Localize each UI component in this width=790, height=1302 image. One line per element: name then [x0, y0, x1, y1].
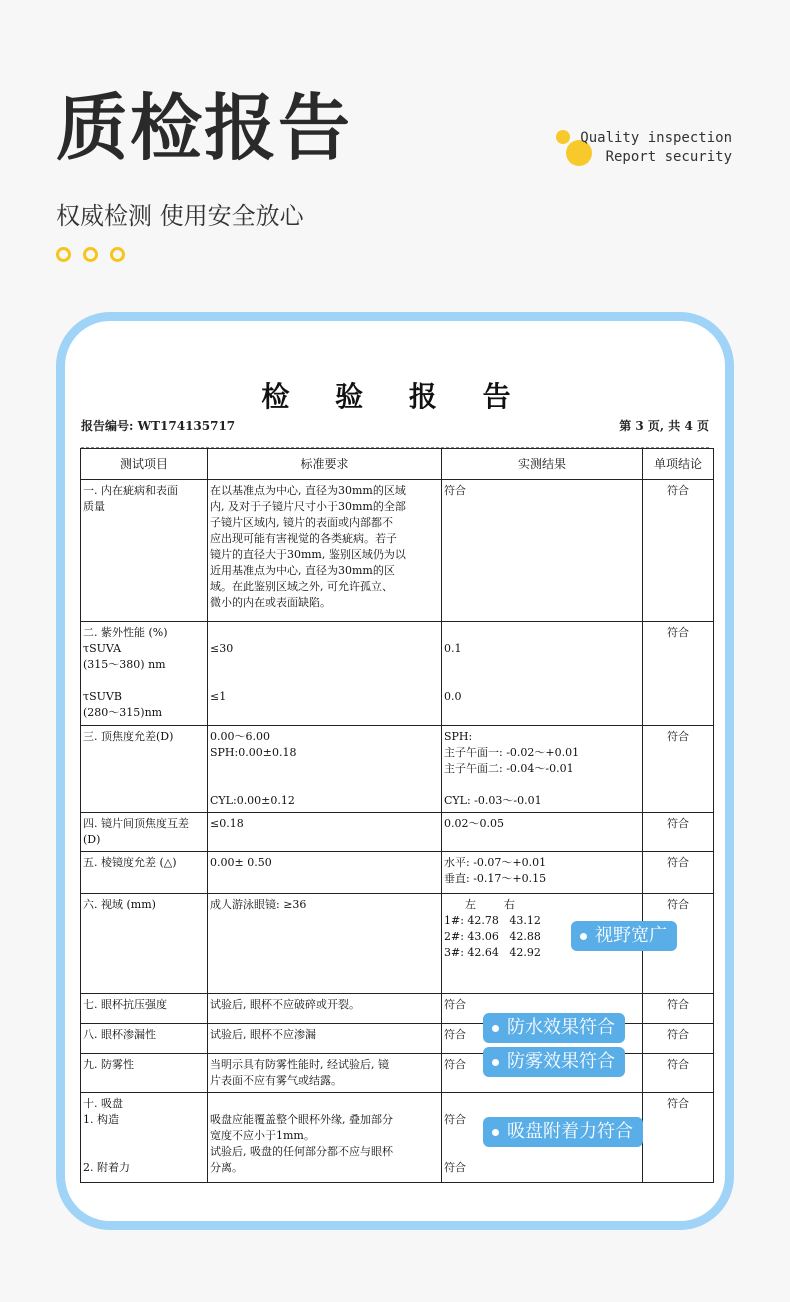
result-cell-line: 符合	[444, 1161, 466, 1174]
ring-dot-icon	[110, 247, 125, 262]
requirement-cell-line: 分离。	[210, 1161, 243, 1174]
result-cell-line	[444, 625, 640, 641]
item-cell-line: τSUVB	[83, 690, 122, 703]
item-cell-line: 1. 构造	[83, 1113, 119, 1126]
item-cell	[81, 852, 208, 894]
requirement-cell	[208, 480, 442, 622]
result-cell	[442, 813, 643, 852]
ring-dot-icon	[56, 247, 71, 262]
english-caption-line1: Quality inspection	[580, 130, 732, 146]
item-cell-line: 五. 棱镜度允差 (△)	[83, 856, 177, 869]
result-cell-line: 左 右	[444, 898, 515, 911]
result-cell-line: CYL: -0.03～-0.01	[444, 794, 542, 807]
requirement-cell-line	[210, 673, 439, 689]
conclusion-cell: 符合	[643, 622, 714, 726]
result-cell-line: 2#: 43.06 42.88	[444, 930, 541, 943]
item-cell	[81, 994, 208, 1024]
report-title: 检 验 报 告	[261, 380, 529, 413]
result-cell-line	[444, 673, 640, 689]
item-cell-line: 十. 吸盘	[83, 1097, 123, 1110]
requirement-cell-line: 当明示具有防雾性能时, 经试验后, 镜	[210, 1058, 389, 1071]
column-header: 测试项目	[81, 449, 208, 480]
requirement-cell-line: CYL:0.00±0.12	[210, 794, 295, 807]
requirement-cell-line: 在以基准点为中心, 直径为30mm的区域	[210, 484, 406, 497]
ring-dot-icon	[83, 247, 98, 262]
result-cell	[442, 622, 643, 726]
column-header: 标准要求	[208, 449, 442, 480]
requirement-cell-line: 吸盘应能覆盖整个眼杯外缘, 叠加部分	[210, 1113, 393, 1126]
conclusion-cell: 符合	[643, 852, 714, 894]
result-cell	[442, 480, 643, 622]
item-cell-line: 三. 顶焦度允差(D)	[83, 730, 174, 743]
report-number: 报告编号: WT174135717	[81, 419, 236, 433]
item-cell	[81, 813, 208, 852]
item-cell-line	[83, 673, 205, 689]
item-cell-line: 九. 防雾性	[83, 1058, 134, 1071]
conclusion-cell: 符合	[643, 726, 714, 813]
requirement-cell	[208, 813, 442, 852]
requirement-cell-line	[210, 761, 439, 777]
result-cell-line: 0.1	[444, 642, 462, 655]
conclusion-cell: 符合	[643, 994, 714, 1024]
table-row	[81, 852, 714, 894]
result-cell-line: 0.02～0.05	[444, 817, 504, 830]
result-cell-line: 1#: 42.78 43.12	[444, 914, 541, 927]
requirement-cell-line: 试验后, 眼杯不应破碎或开裂。	[210, 998, 360, 1011]
requirement-cell-line: 子镜片区域内, 镜片的表面或内部都不	[210, 516, 393, 529]
item-cell	[81, 480, 208, 622]
requirement-cell	[208, 852, 442, 894]
item-cell-line: 二. 紫外性能 (%)	[83, 626, 168, 639]
requirement-cell-line: 成人游泳眼镜: ≥36	[210, 898, 307, 911]
result-cell-line: 0.0	[444, 690, 462, 703]
conclusion-cell: 符合	[643, 1093, 714, 1183]
feature-tag-antifog: 防雾效果符合	[483, 1047, 625, 1077]
requirement-cell-line: ≤1	[210, 690, 227, 703]
item-cell-line: 一. 内在疵病和表面	[83, 484, 178, 497]
requirement-cell	[208, 726, 442, 813]
requirement-cell-line: 内, 及对于子镜片尺寸小于30mm的全部	[210, 500, 406, 513]
conclusion-cell: 符合	[643, 1024, 714, 1054]
requirement-cell-line: 0.00± 0.50	[210, 856, 272, 869]
table-row	[81, 726, 714, 813]
result-cell-line: 符合	[444, 1028, 466, 1041]
table-row	[81, 813, 714, 852]
result-cell-line: 符合	[444, 1113, 466, 1126]
requirement-cell-line: 镜片的直径大于30mm, 鉴别区域仍为以	[210, 548, 406, 561]
feature-tag-suction: 吸盘附着力符合	[483, 1117, 643, 1147]
column-header: 单项结论	[643, 449, 714, 480]
requirement-cell-line: 域。在此鉴别区域之外, 可允许孤立、	[210, 580, 393, 593]
page-indicator: 第 3 页, 共 4 页	[619, 419, 709, 433]
conclusion-cell: 符合	[643, 1054, 714, 1093]
result-cell-line: 3#: 42.64 42.92	[444, 946, 541, 959]
requirement-cell-line: ≤0.18	[210, 817, 244, 830]
result-cell	[442, 726, 643, 813]
requirement-cell-line: SPH:0.00±0.18	[210, 746, 297, 759]
requirement-cell-line: 片表面不应有雾气或结露。	[210, 1074, 342, 1087]
item-cell-line: (D)	[83, 833, 101, 846]
item-cell-line: (280～315)nm	[83, 706, 163, 719]
item-cell	[81, 1054, 208, 1093]
result-cell-line: 主子午面一: -0.02～+0.01	[444, 746, 580, 759]
requirement-cell	[208, 1054, 442, 1093]
english-caption	[580, 129, 732, 167]
requirement-cell	[208, 622, 442, 726]
feature-tag-waterproof: 防水效果符合	[483, 1013, 625, 1043]
item-cell-line: 七. 眼杯抗压强度	[83, 998, 167, 1011]
result-cell-line: 符合	[444, 484, 466, 497]
report-card	[56, 312, 734, 1230]
requirement-cell	[208, 1093, 442, 1183]
table-row	[81, 622, 714, 726]
requirement-cell-line: 试验后, 吸盘的任何部分都不应与眼杯	[210, 1145, 393, 1158]
result-cell-line: SPH:	[444, 730, 473, 743]
requirement-cell	[208, 1024, 442, 1054]
item-cell-line: (315～380) nm	[83, 658, 166, 671]
table-row	[81, 480, 714, 622]
item-cell-line: 八. 眼杯渗漏性	[83, 1028, 156, 1041]
page-subtitle: 权威检测 使用安全放心	[56, 202, 304, 230]
item-cell	[81, 622, 208, 726]
result-cell	[442, 852, 643, 894]
result-cell-line: 垂直: -0.17～+0.15	[444, 872, 547, 885]
requirement-cell	[208, 994, 442, 1024]
requirement-cell-line	[210, 1096, 439, 1112]
feature-tag-view: 视野宽广	[571, 921, 677, 951]
item-cell-line: τSUVA	[83, 642, 122, 655]
requirement-cell	[208, 894, 442, 994]
result-cell-line: 符合	[444, 998, 466, 1011]
item-cell-line: 质量	[83, 500, 105, 513]
table-header-row	[81, 449, 714, 480]
item-cell	[81, 1024, 208, 1054]
requirement-cell-line: 近用基准点为中心, 直径为30mm的区	[210, 564, 395, 577]
english-caption-line2: Report security	[605, 149, 732, 165]
requirement-cell-line: 宽度不应小于1mm。	[210, 1129, 315, 1142]
requirement-cell-line: 应出现可能有害视觉的各类疵病。若子	[210, 532, 397, 545]
page-title: 质检报告	[56, 86, 353, 170]
item-cell	[81, 1093, 208, 1183]
requirement-cell-line: 0.00～6.00	[210, 730, 270, 743]
requirement-cell-line	[210, 625, 439, 641]
result-cell-line: 水平: -0.07～+0.01	[444, 856, 547, 869]
requirement-cell-line	[210, 777, 439, 793]
column-header: 实测结果	[442, 449, 643, 480]
item-cell	[81, 726, 208, 813]
decorative-dots	[56, 247, 125, 262]
conclusion-cell: 符合	[643, 813, 714, 852]
report-meta	[81, 417, 709, 449]
item-cell-line: 六. 视域 (mm)	[83, 898, 156, 911]
conclusion-cell: 符合	[643, 480, 714, 622]
item-cell-line: 2. 附着力	[83, 1161, 130, 1174]
result-cell-line	[444, 1096, 640, 1112]
item-cell-line	[83, 1144, 205, 1160]
conclusion-cell: 符合	[643, 894, 714, 994]
requirement-cell-line: 试验后, 眼杯不应渗漏	[210, 1028, 316, 1041]
requirement-cell-line	[210, 657, 439, 673]
item-cell-line	[83, 1128, 205, 1144]
item-cell-line: 四. 镜片间顶焦度互差	[83, 817, 189, 830]
result-cell-line: 符合	[444, 1058, 466, 1071]
item-cell	[81, 894, 208, 994]
result-cell-line	[444, 777, 640, 793]
requirement-cell-line: ≤30	[210, 642, 234, 655]
requirement-cell-line: 微小的内在或表面缺陷。	[210, 596, 331, 609]
result-cell-line	[444, 657, 640, 673]
result-cell-line: 主子午面二: -0.04～-0.01	[444, 762, 574, 775]
